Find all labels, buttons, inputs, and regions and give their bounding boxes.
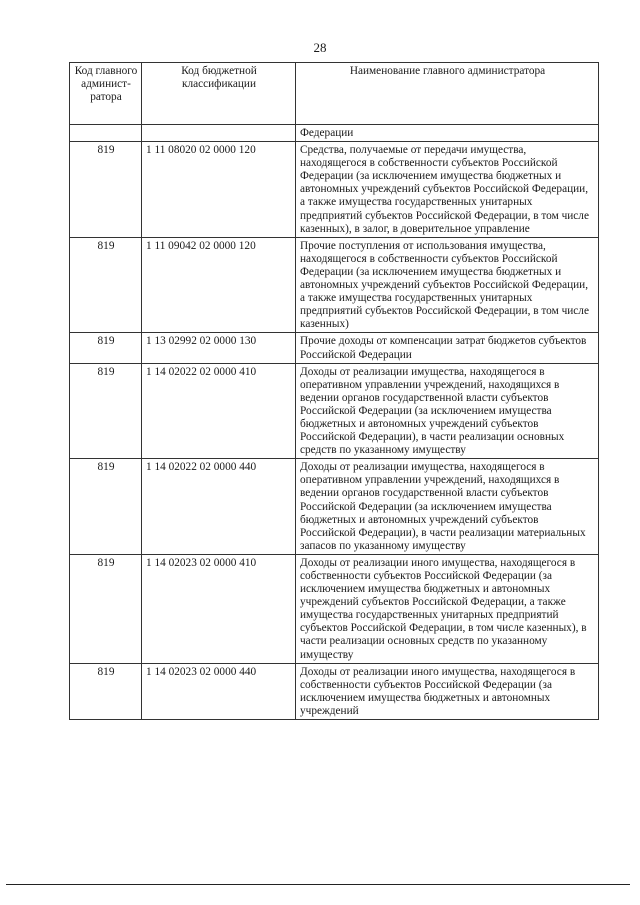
table-row — [70, 142, 599, 238]
budget-code-cell: 1 14 02023 02 0000 440 — [142, 663, 296, 719]
table-row — [70, 333, 599, 363]
budget-code-cell: 1 11 09042 02 0000 120 — [142, 237, 296, 333]
table-row — [70, 363, 599, 459]
budget-codes-table — [69, 62, 599, 720]
table-row — [70, 459, 599, 555]
header-admin-name: Наименование главного администратора — [296, 63, 599, 125]
budget-code-cell: 1 14 02023 02 0000 410 — [142, 554, 296, 663]
table-row — [70, 237, 599, 333]
page-number: 28 — [313, 40, 327, 55]
table-header-row — [70, 63, 599, 125]
admin-name-cell: Доходы от реализации имущества, находящегося в оперативном управлении учреждений, находящихся в ведении органов государственной власти субъектов Российской Федерации (за исключением имущества бюджетных и автономных учреждений субъектов Российской Федерации), в части реализации материальных запасов по указанному имуществу — [296, 459, 599, 555]
admin-code-cell: 819 — [70, 663, 142, 719]
continuation-name-cell: Федерации — [296, 125, 599, 142]
admin-code-cell: 819 — [70, 142, 142, 238]
table-body — [70, 125, 599, 720]
admin-name-cell: Доходы от реализации иного имущества, находящегося в собственности субъектов Российской Федерации (за исключением имущества бюджетных и автономных учреждений — [296, 663, 599, 719]
admin-name-cell: Доходы от реализации имущества, находящегося в оперативном управлении учреждений, находящихся в ведении органов государственной власти субъектов Российской Федерации (за исключением имущества бюджетных и автономных учреждений субъектов Российской Федерации), в части реализации основных средств по указанному имуществу — [296, 363, 599, 459]
admin-code-cell: 819 — [70, 237, 142, 333]
continuation-row — [70, 125, 599, 142]
table-row — [70, 663, 599, 719]
admin-name-cell: Прочие доходы от компенсации затрат бюджетов субъектов Российской Федерации — [296, 333, 599, 363]
budget-code-cell: 1 11 08020 02 0000 120 — [142, 142, 296, 238]
budget-code-cell: 1 14 02022 02 0000 440 — [142, 459, 296, 555]
admin-code-cell: 819 — [70, 554, 142, 663]
admin-code-cell: 819 — [70, 333, 142, 363]
continuation-kbk-cell — [142, 125, 296, 142]
admin-code-cell: 819 — [70, 459, 142, 555]
continuation-admin-cell — [70, 125, 142, 142]
admin-code-cell: 819 — [70, 363, 142, 459]
admin-name-cell: Доходы от реализации иного имущества, находящегося в собственности субъектов Российской Федерации (за исключением имущества бюджетных и автономных учреждений субъектов Российской Федерации, а также имущества государственных унитарных предприятий субъектов Российской Федерации, в том числе казенных), в части реализации основных средств по указанному имуществу — [296, 554, 599, 663]
table-row — [70, 554, 599, 663]
budget-code-cell: 1 14 02022 02 0000 410 — [142, 363, 296, 459]
header-budget-code: Код бюджетной классификации — [142, 63, 296, 125]
budget-code-cell: 1 13 02992 02 0000 130 — [142, 333, 296, 363]
admin-name-cell: Средства, получаемые от передачи имущества, находящегося в собственности субъектов Российской Федерации (за исключением имущества бюджетных и автономных учреждений субъектов Российской Федерации, а также имущества государственных унитарных предприятий субъектов Российской Федерации, в том числе казенных), в залог, в доверительное управление — [296, 142, 599, 238]
page-bottom-rule — [6, 884, 630, 885]
header-admin-code: Код главного админист-ратора — [70, 63, 142, 125]
admin-name-cell: Прочие поступления от использования имущества, находящегося в собственности субъектов Российской Федерации (за исключением имущества бюджетных и автономных учреждений субъектов Российской Федерации, а также имущества государственных унитарных предприятий субъектов Российской Федерации, в том числе казенных) — [296, 237, 599, 333]
